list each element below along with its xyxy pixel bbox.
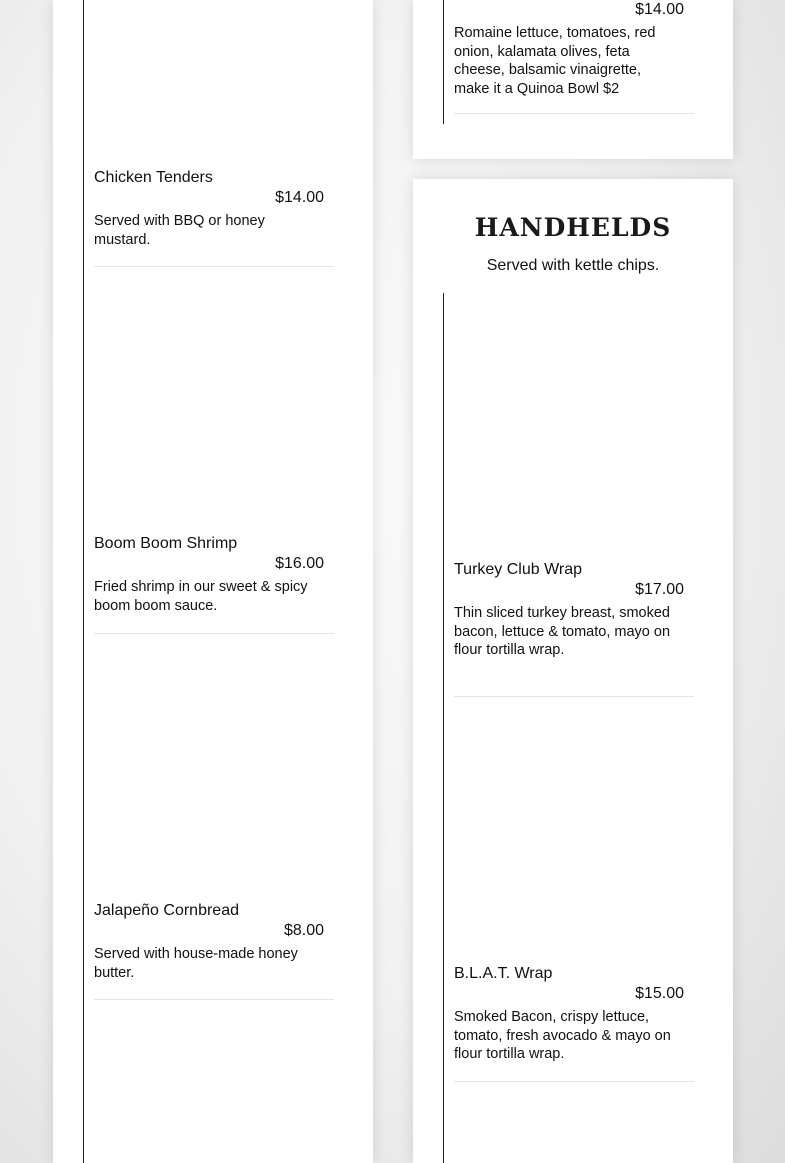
menu-item-description: Served with house-made honey butter. [94, 946, 298, 981]
section-subtitle: Served with kettle chips. [486, 257, 660, 274]
menu-item-description: Served with BBQ or honey mustard. [94, 213, 265, 248]
item-divider [454, 113, 694, 114]
menu-item-description: Romaine lettuce, tomatoes, red onion, kalamata olives, feta cheese, balsamic vinaigrette, make it a Quinoa Bowl $2 [454, 25, 656, 97]
menu-item-name: Boom Boom Shrimp [94, 535, 238, 552]
menu-item-name: Chicken Tenders [94, 169, 213, 186]
menu-item-price: $8.00 [283, 922, 324, 939]
menu-item-name: B.L.A.T. Wrap [454, 965, 553, 982]
vertical-rule [83, 0, 84, 1163]
item-divider [454, 696, 694, 697]
item-divider [94, 266, 334, 267]
vertical-rule [443, 0, 444, 124]
section-title: HANDHELDS [474, 213, 672, 242]
menu-item-price: $15.00 [635, 985, 684, 1002]
menu-card-salads [413, 0, 733, 159]
menu-item-description: Smoked Bacon, crispy lettuce, tomato, fresh avocado & mayo on flour tortilla wrap. [454, 1009, 671, 1062]
menu-card-handhelds [413, 179, 733, 1163]
item-divider [94, 633, 334, 634]
menu-item-name: Turkey Club Wrap [454, 561, 583, 578]
item-divider [454, 1081, 694, 1082]
menu-item-description: Fried shrimp in our sweet & spicy boom boom sauce. [94, 579, 308, 614]
menu-item-description: Thin sliced turkey breast, smoked bacon, lettuce & tomato, mayo on flour tortilla wrap. [454, 605, 671, 658]
menu-item-price: $14.00 [275, 189, 324, 206]
menu-item-price: $14.00 [635, 1, 684, 18]
vertical-rule [443, 293, 444, 1163]
menu-item-name: Jalapeño Cornbread [94, 902, 239, 919]
menu-item-price: $17.00 [635, 581, 684, 598]
menu-card-left [53, 0, 373, 1163]
menu-item-price: $16.00 [275, 555, 324, 572]
item-divider [94, 999, 334, 1000]
